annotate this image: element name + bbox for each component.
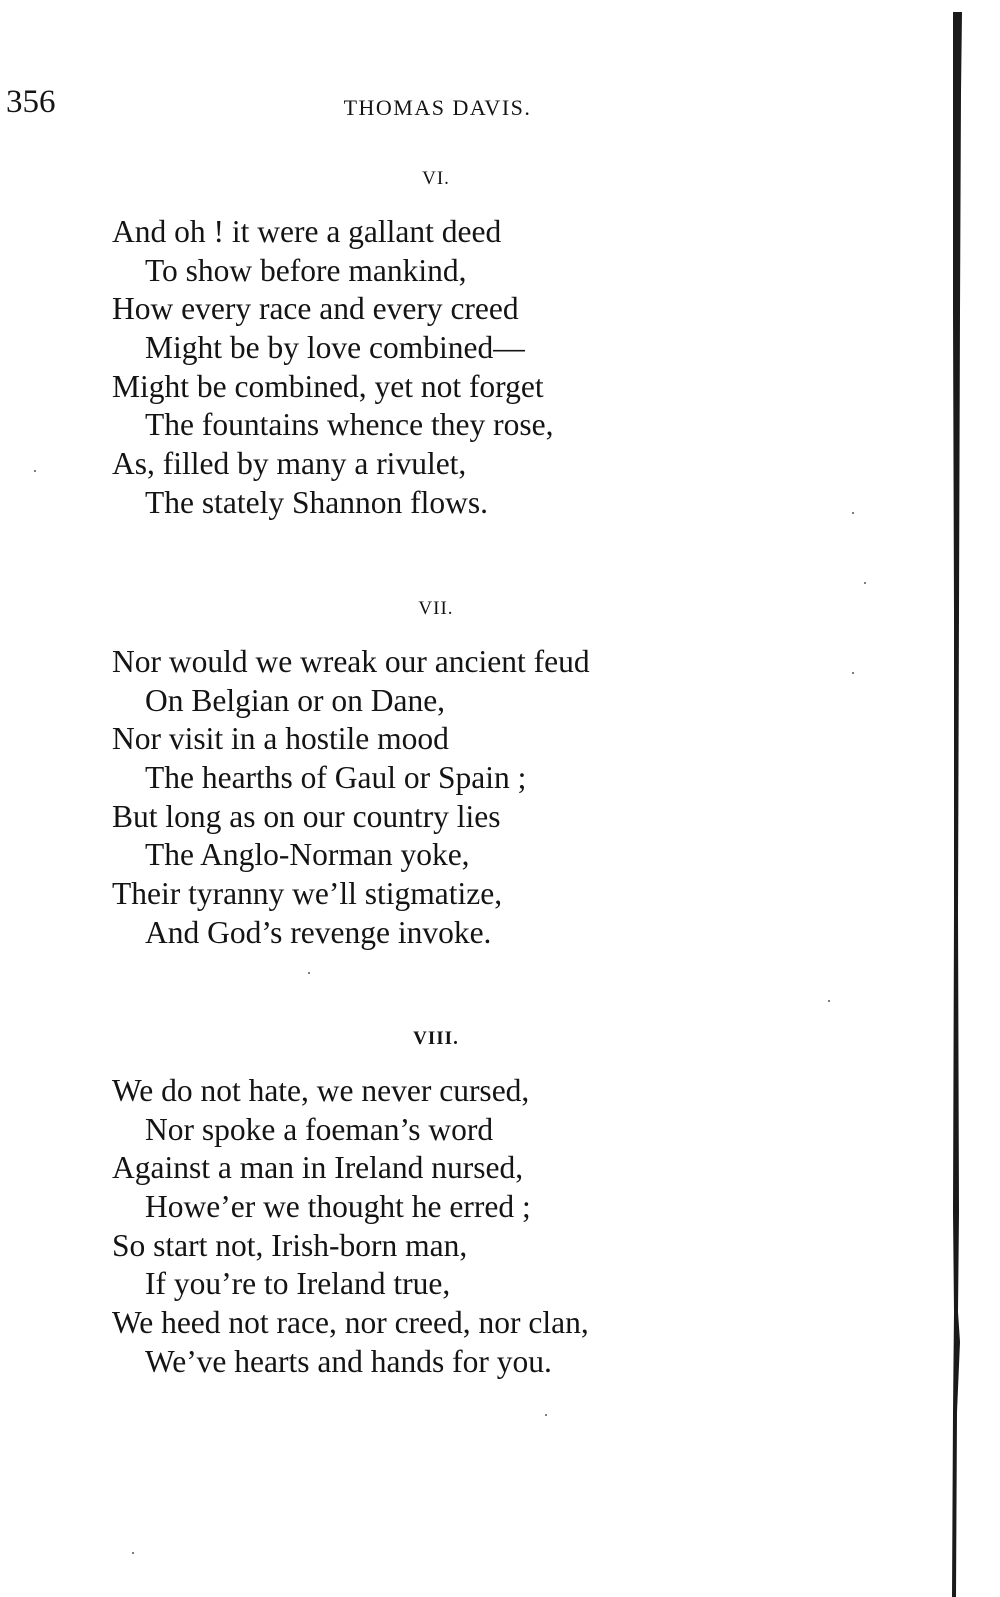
verse-line: Nor visit in a hostile mood (112, 721, 449, 757)
scan-speck (828, 1000, 830, 1002)
verse-line: Howe’er we thought he erred ; (145, 1189, 531, 1225)
verse-line: The stately Shannon flows. (145, 484, 488, 520)
verse-line: The fountains whence they rose, (145, 407, 554, 443)
stanza-vii (112, 643, 590, 953)
verse-line: As, filled by many a rivulet, (112, 446, 467, 482)
stanza-vi (112, 213, 554, 523)
scan-speck (34, 470, 36, 472)
verse-line: And God’s revenge invoke. (145, 914, 492, 950)
scan-speck (132, 1552, 134, 1554)
verse-line: To show before mankind, (145, 252, 467, 288)
verse-line: How every race and every creed (112, 291, 519, 327)
verse-line: Nor spoke a foeman’s word (145, 1111, 494, 1147)
scan-speck (852, 512, 854, 514)
verse-line: Nor would we wreak our ancient feud (112, 644, 590, 679)
stanza-viii (112, 1072, 589, 1382)
verse-line: So start not, Irish-born man, (112, 1227, 468, 1263)
stanza-number-viii: VIII. (413, 1028, 459, 1049)
verse-line: But long as on our country lies (112, 798, 501, 834)
verse-line: Might be combined, yet not forget (112, 368, 544, 404)
stanza-number-vii: VII. (418, 598, 454, 619)
scan-speck (852, 672, 854, 674)
verse-line: Their tyranny we’ll stigmatize, (112, 876, 503, 912)
verse-line: And oh ! it were a gallant deed (112, 214, 502, 249)
binding-edge (952, 12, 964, 1597)
verse-line: Against a man in Ireland nursed, (112, 1150, 524, 1186)
running-head: THOMAS DAVIS. (343, 95, 532, 120)
verse-line: We heed not race, nor creed, nor clan, (112, 1305, 589, 1341)
verse-line: We’ve hearts and hands for you. (145, 1343, 552, 1379)
verse-line: The hearths of Gaul or Spain ; (145, 760, 527, 796)
verse-line: If you’re to Ireland true, (145, 1266, 451, 1302)
scan-speck (308, 972, 310, 974)
verse-line: We do not hate, we never cursed, (112, 1073, 530, 1108)
verse-line: The Anglo-Norman yoke, (145, 837, 470, 873)
page-number: 356 (6, 84, 56, 120)
scan-speck (864, 582, 866, 584)
scan-speck (545, 1414, 547, 1416)
stanza-number-vi: VI. (422, 168, 450, 189)
verse-line: On Belgian or on Dane, (145, 682, 446, 718)
verse-line: Might be by love combined— (145, 330, 525, 366)
